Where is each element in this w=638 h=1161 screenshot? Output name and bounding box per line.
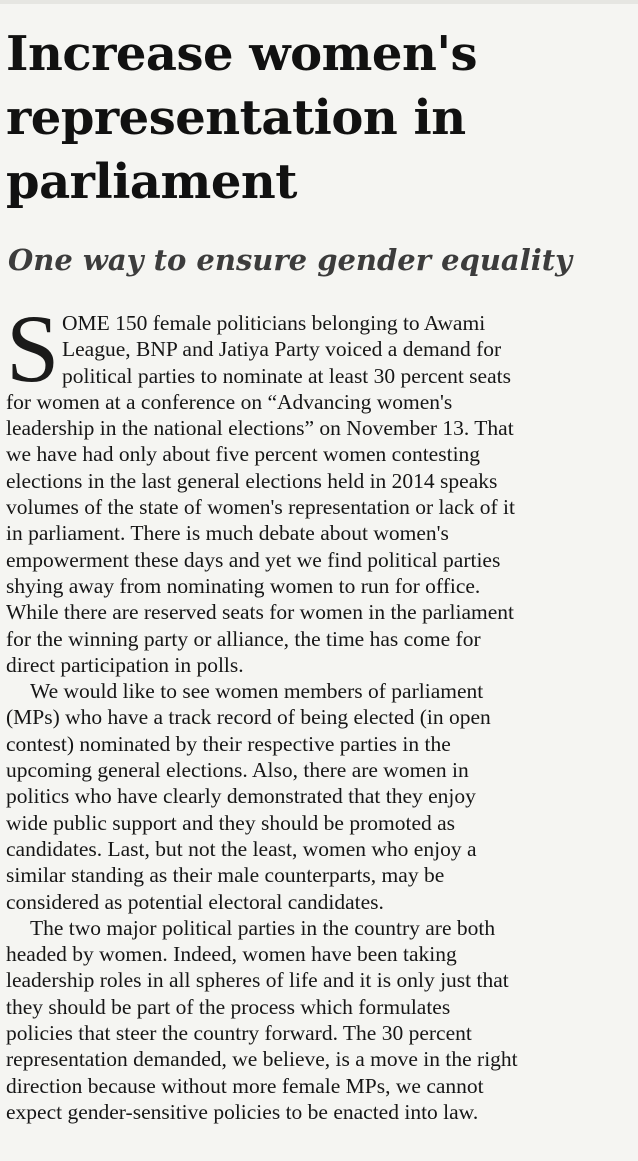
text-line: policies that steer the country forward. The 30 percent: [6, 1021, 472, 1046]
text-line: contest) nominated by their respective parties in the: [6, 731, 451, 756]
text-line: upcoming general elections. Also, there are women in: [6, 758, 469, 783]
text-line: We would like to see women members of parliament: [30, 679, 484, 704]
text-line: expect gender-sensitive policies to be enacted into law.: [6, 1099, 479, 1124]
text-line: for the winning party or alliance, the time has come for: [6, 626, 481, 651]
text-line: candidates. Last, but not the least, women who enjoy a: [6, 836, 477, 861]
text-line: (MPs) who have a track record of being elected (in open: [6, 705, 491, 730]
text-line: direction because without more female MPs, we cannot: [6, 1073, 484, 1098]
text-line: League, BNP and Jatiya Party voiced a demand for: [62, 337, 502, 362]
text-line: direct participation in polls.: [6, 652, 244, 677]
headline-line: parliament: [6, 154, 297, 210]
text-line: in parliament. There is much debate about women's: [6, 521, 449, 546]
text-line: headed by women. Indeed, women have been taking: [6, 942, 457, 967]
text-line: we have had only about five percent women contesting: [6, 442, 481, 467]
subheadline: One way to ensure gender equality: [8, 243, 572, 277]
paragraph-3: [6, 915, 626, 1125]
text-line: political parties to nominate at least 30 percent seats: [62, 363, 511, 388]
article-body: [6, 295, 626, 1125]
text-line: The two major political parties in the country are both: [30, 915, 496, 940]
text-line: leadership in the national elections” on November 13. That: [6, 416, 514, 441]
text-line: shying away from nominating women to run for office.: [6, 573, 481, 598]
text-line: leadership roles in all spheres of life and it is only just that: [6, 968, 509, 993]
headline-line: Increase women's: [6, 26, 478, 82]
text-line: empowerment these days and yet we find political parties: [6, 547, 501, 572]
text-line: While there are reserved seats for women in the parliament: [6, 600, 515, 625]
headline: [6, 22, 626, 214]
text-line: representation demanded, we believe, is a move in the right: [6, 1047, 518, 1072]
text-line: volumes of the state of women's representation or lack of it: [6, 495, 515, 520]
paragraph-2: [6, 678, 626, 915]
text-line: politics who have clearly demonstrated that they enjoy: [6, 784, 476, 809]
text-line: they should be part of the process which formulates: [6, 994, 451, 1019]
drop-cap: S: [6, 295, 60, 402]
text-line: considered as potential electoral candidates.: [6, 889, 384, 914]
text-line: similar standing as their male counterparts, may be: [6, 863, 445, 888]
text-line: for women at a conference on “Advancing women's: [6, 389, 453, 414]
paragraph-1: [6, 310, 626, 678]
text-line: elections in the last general elections held in 2014 speaks: [6, 468, 498, 493]
text-line: OME 150 female politicians belonging to Awami: [62, 311, 486, 335]
top-rule: [0, 0, 638, 4]
headline-line: representation in: [6, 90, 466, 146]
text-line: wide public support and they should be promoted as: [6, 810, 456, 835]
